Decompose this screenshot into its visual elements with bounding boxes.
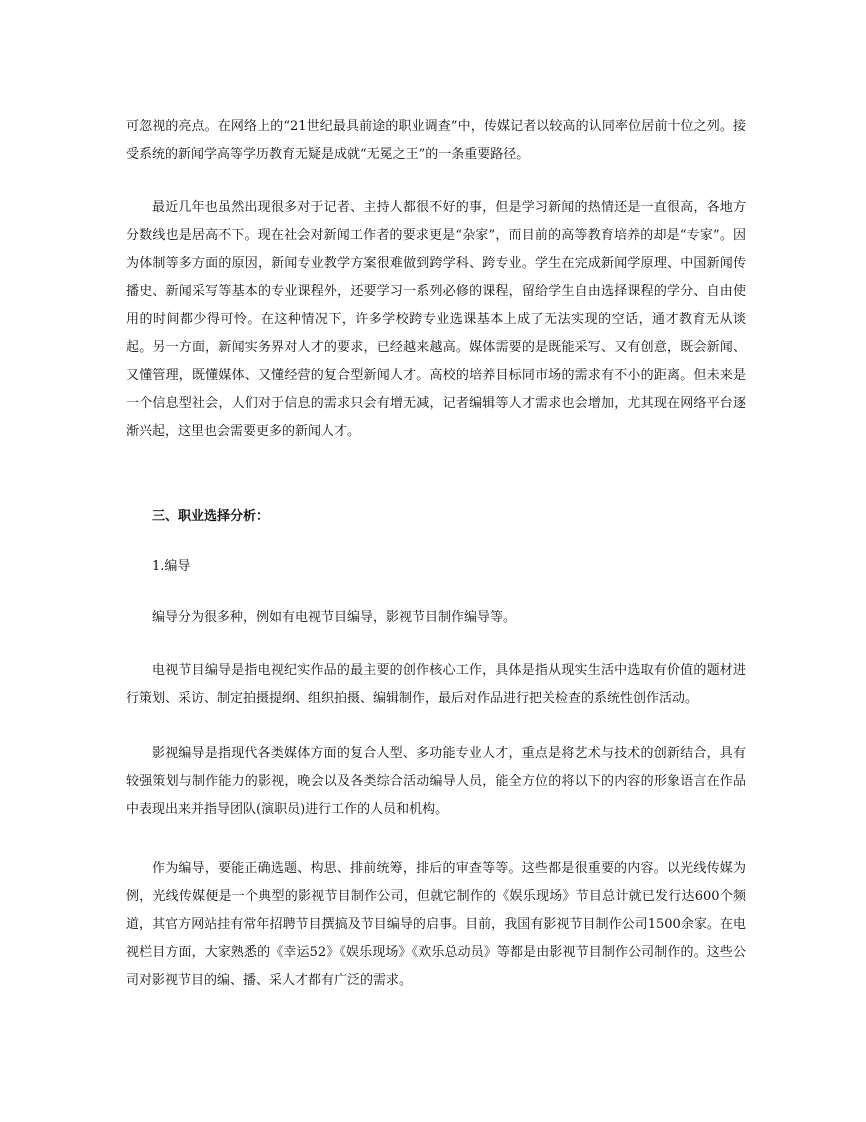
- section-heading-career-analysis: 三、职业选择分析：: [152, 509, 270, 524]
- paragraph-film-director: 影视编导是指现代各类媒体方面的复合人型、多功能专业人才，重点是将艺术与技术的创新结合，具有较强策划与制作能力的影视，晚会以及各类综合活动编导人员，能全方位的将以下的内容的形象语言在作品中表现出来并指导团队(演职员)进行工作的人员和机构。: [126, 746, 746, 817]
- paragraph-director-types: 编导分为很多种，例如有电视节目编导，影视节目制作编导等。: [152, 610, 517, 625]
- paragraph-tv-director: 电视节目编导是指电视纪实作品的最主要的创作核心工作，具体是指从现实生活中选取有价值的题材进行策划、采访、制定拍摄提纲、组织拍摄、编辑制作，最后对作品进行把关检查的系统性创作活动。: [126, 663, 746, 706]
- subheading-director: 1.编导: [152, 559, 191, 574]
- paragraph-news-talent: 最近几年也虽然出现很多对于记者、主持人都很不好的事，但是学习新闻的热情还是一直很高，各地方分数线也是居高不下。现在社会对新闻工作者的要求更是“杂家”，而目前的高等教育培养的却是“专家”。因为体制等多方面的原因，新闻专业教学方案很难做到跨学科、跨专业。学生在完成新闻学原理、中国新闻传播史、新闻采写等基本的专业课程外，还要学习一系列必修的课程，留给学生自由选择课程的学分、自由使用的时间都少得可怜。在这种情况下，许多学校跨专业选课基本上成了无法实现的空话，通才教育无从谈起。另一方面，新闻实务界对人才的要求，已经越来越高。媒体需要的是既能采写、又有创意，既会新闻、又懂管理，既懂媒体、又懂经营的复合型新闻人才。高校的培养目标同市场的需求有不小的距离。但未来是一个信息型社会，人们对于信息的需求只会有增无减，记者编辑等人才需求也会增加，尤其现在网络平台逐渐兴起，这里也会需要更多的新闻人才。: [126, 200, 746, 439]
- paragraph-director-duties: 作为编导，要能正确选题、构思、排前统筹，排后的审查等等。这些都是很重要的内容。以光线传媒为例，光线传媒便是一个典型的影视节目制作公司，但就它制作的《娱乐现场》节目总计就已发行达600个频道，其官方网站挂有常年招聘节目撰搞及节目编导的启事。目前，我国有影视节目制作公司1500余家。在电视栏目方面，大家熟悉的《幸运52》《娱乐现场》《欢乐总动员》等都是由影视节目制作公司制作的。这些公司对影视节目的编、播、采人才都有广泛的需求。: [126, 861, 746, 988]
- paragraph-intro-tail: 可忽视的亮点。在网络上的“21世纪最具前途的职业调查”中，传媒记者以较高的认同率位居前十位之列。接受系统的新闻学高等学历教育无疑是成就“无冕之王”的一条重要路径。: [126, 119, 746, 162]
